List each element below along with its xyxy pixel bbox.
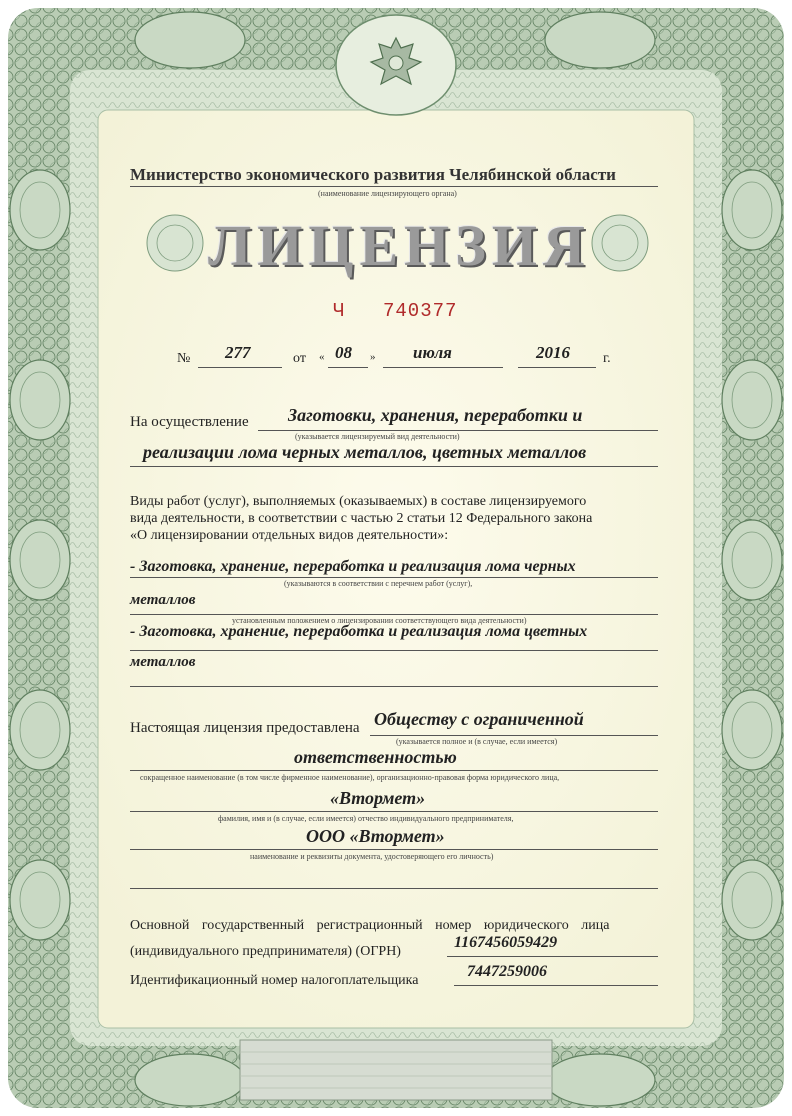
licensee-underline-4	[130, 849, 658, 850]
licensee-underline-3	[130, 811, 658, 812]
works-intro-line-1: Виды работ (услуг), выполняемых (оказываемых) в составе лицензируемого	[130, 494, 587, 509]
works-item-1-line-1: - Заготовка, хранение, переработка и реализация лома черных	[130, 558, 576, 575]
day-underline	[328, 367, 368, 368]
activity-caption: (указывается лицензируемый вид деятельности)	[295, 432, 460, 441]
inn-label: Идентификационный номер налогоплательщика	[130, 973, 419, 988]
ogrn-underline	[447, 956, 658, 957]
activity-line-1: Заготовки, хранения, переработки и	[288, 405, 583, 425]
license-year: 2016	[536, 343, 570, 362]
license-day: 08	[335, 343, 352, 362]
ministry-underline	[130, 186, 658, 187]
inn-value: 7447259006	[467, 963, 547, 980]
quote-close: »	[370, 351, 376, 363]
works-underline-2	[130, 614, 658, 615]
coat-of-arms-emblem	[361, 30, 431, 100]
licensee-underline-1	[370, 735, 658, 736]
works-item-2-line-1: - Заготовка, хранение, переработка и реализация лома цветных	[130, 623, 588, 640]
licensee-line-2: ответственностью	[294, 747, 457, 767]
licensee-line-4: ООО «Втормет»	[306, 826, 445, 846]
license-number: 277	[225, 343, 251, 362]
ministry-name: Министерство экономического развития Челябинской области	[130, 165, 616, 184]
licensee-line-3: «Втормет»	[330, 788, 426, 808]
ogrn-label-1: Основной государственный регистрационный номер юридического лица	[130, 918, 610, 933]
licensee-underline-5	[130, 888, 658, 889]
licensee-underline-2	[130, 770, 658, 771]
works-underline-1	[130, 577, 658, 578]
year-underline	[518, 367, 596, 368]
works-underline-4	[130, 686, 658, 687]
year-suffix: г.	[603, 351, 611, 366]
number-label: №	[177, 351, 191, 366]
works-caption-1: (указываются в соответствии с перечнем работ (услуг),	[284, 579, 473, 588]
month-underline	[383, 367, 503, 368]
number-underline	[198, 367, 282, 368]
licensee-caption-2: сокращенное наименование (в том числе фирменное наименование), организационно-правовая форма юридического лица,	[140, 773, 560, 782]
works-intro-line-2: вида деятельности, в соответствии с частью 2 статьи 12 Федерального закона	[130, 511, 593, 526]
quote-open: «	[319, 351, 325, 363]
activity-underline-2	[130, 466, 658, 467]
works-underline-3	[130, 650, 658, 651]
licensee-caption-4: наименование и реквизиты документа, удостоверяющего его личность)	[250, 852, 494, 861]
ministry-caption: (наименование лицензирующего органа)	[318, 189, 457, 198]
works-caption-2: установленным положением о лицензировании соответствующего вида деятельности)	[232, 616, 527, 625]
works-item-1-line-2: металлов	[130, 592, 196, 608]
licensee-line-1: Обществу с ограниченной	[374, 709, 584, 729]
license-title: ЛИЦЕНЗИЯ	[208, 213, 591, 278]
licensee-label: Настоящая лицензия предоставлена	[130, 720, 360, 736]
inn-underline	[454, 985, 658, 986]
licensee-caption-3: фамилия, имя и (в случае, если имеется) отчество индивидуального предпринимателя,	[218, 814, 514, 823]
serial-number: 740377	[383, 300, 458, 322]
ogrn-label-2: (индивидуального предпринимателя) (ОГРН)	[130, 944, 401, 959]
date-from-label: от	[293, 351, 306, 366]
activity-underline-1	[258, 430, 658, 431]
activity-label: На осуществление	[130, 414, 249, 430]
serial-series: Ч	[333, 300, 345, 322]
activity-line-2: реализации лома черных металлов, цветных металлов	[143, 442, 587, 462]
works-intro-line-3: «О лицензировании отдельных видов деятельности»:	[130, 528, 449, 543]
licensee-caption-1: (указывается полное и (в случае, если имеется)	[396, 737, 558, 746]
works-item-2-line-2: металлов	[130, 654, 196, 670]
ogrn-value: 1167456059429	[454, 934, 558, 951]
license-month: июля	[413, 343, 452, 362]
